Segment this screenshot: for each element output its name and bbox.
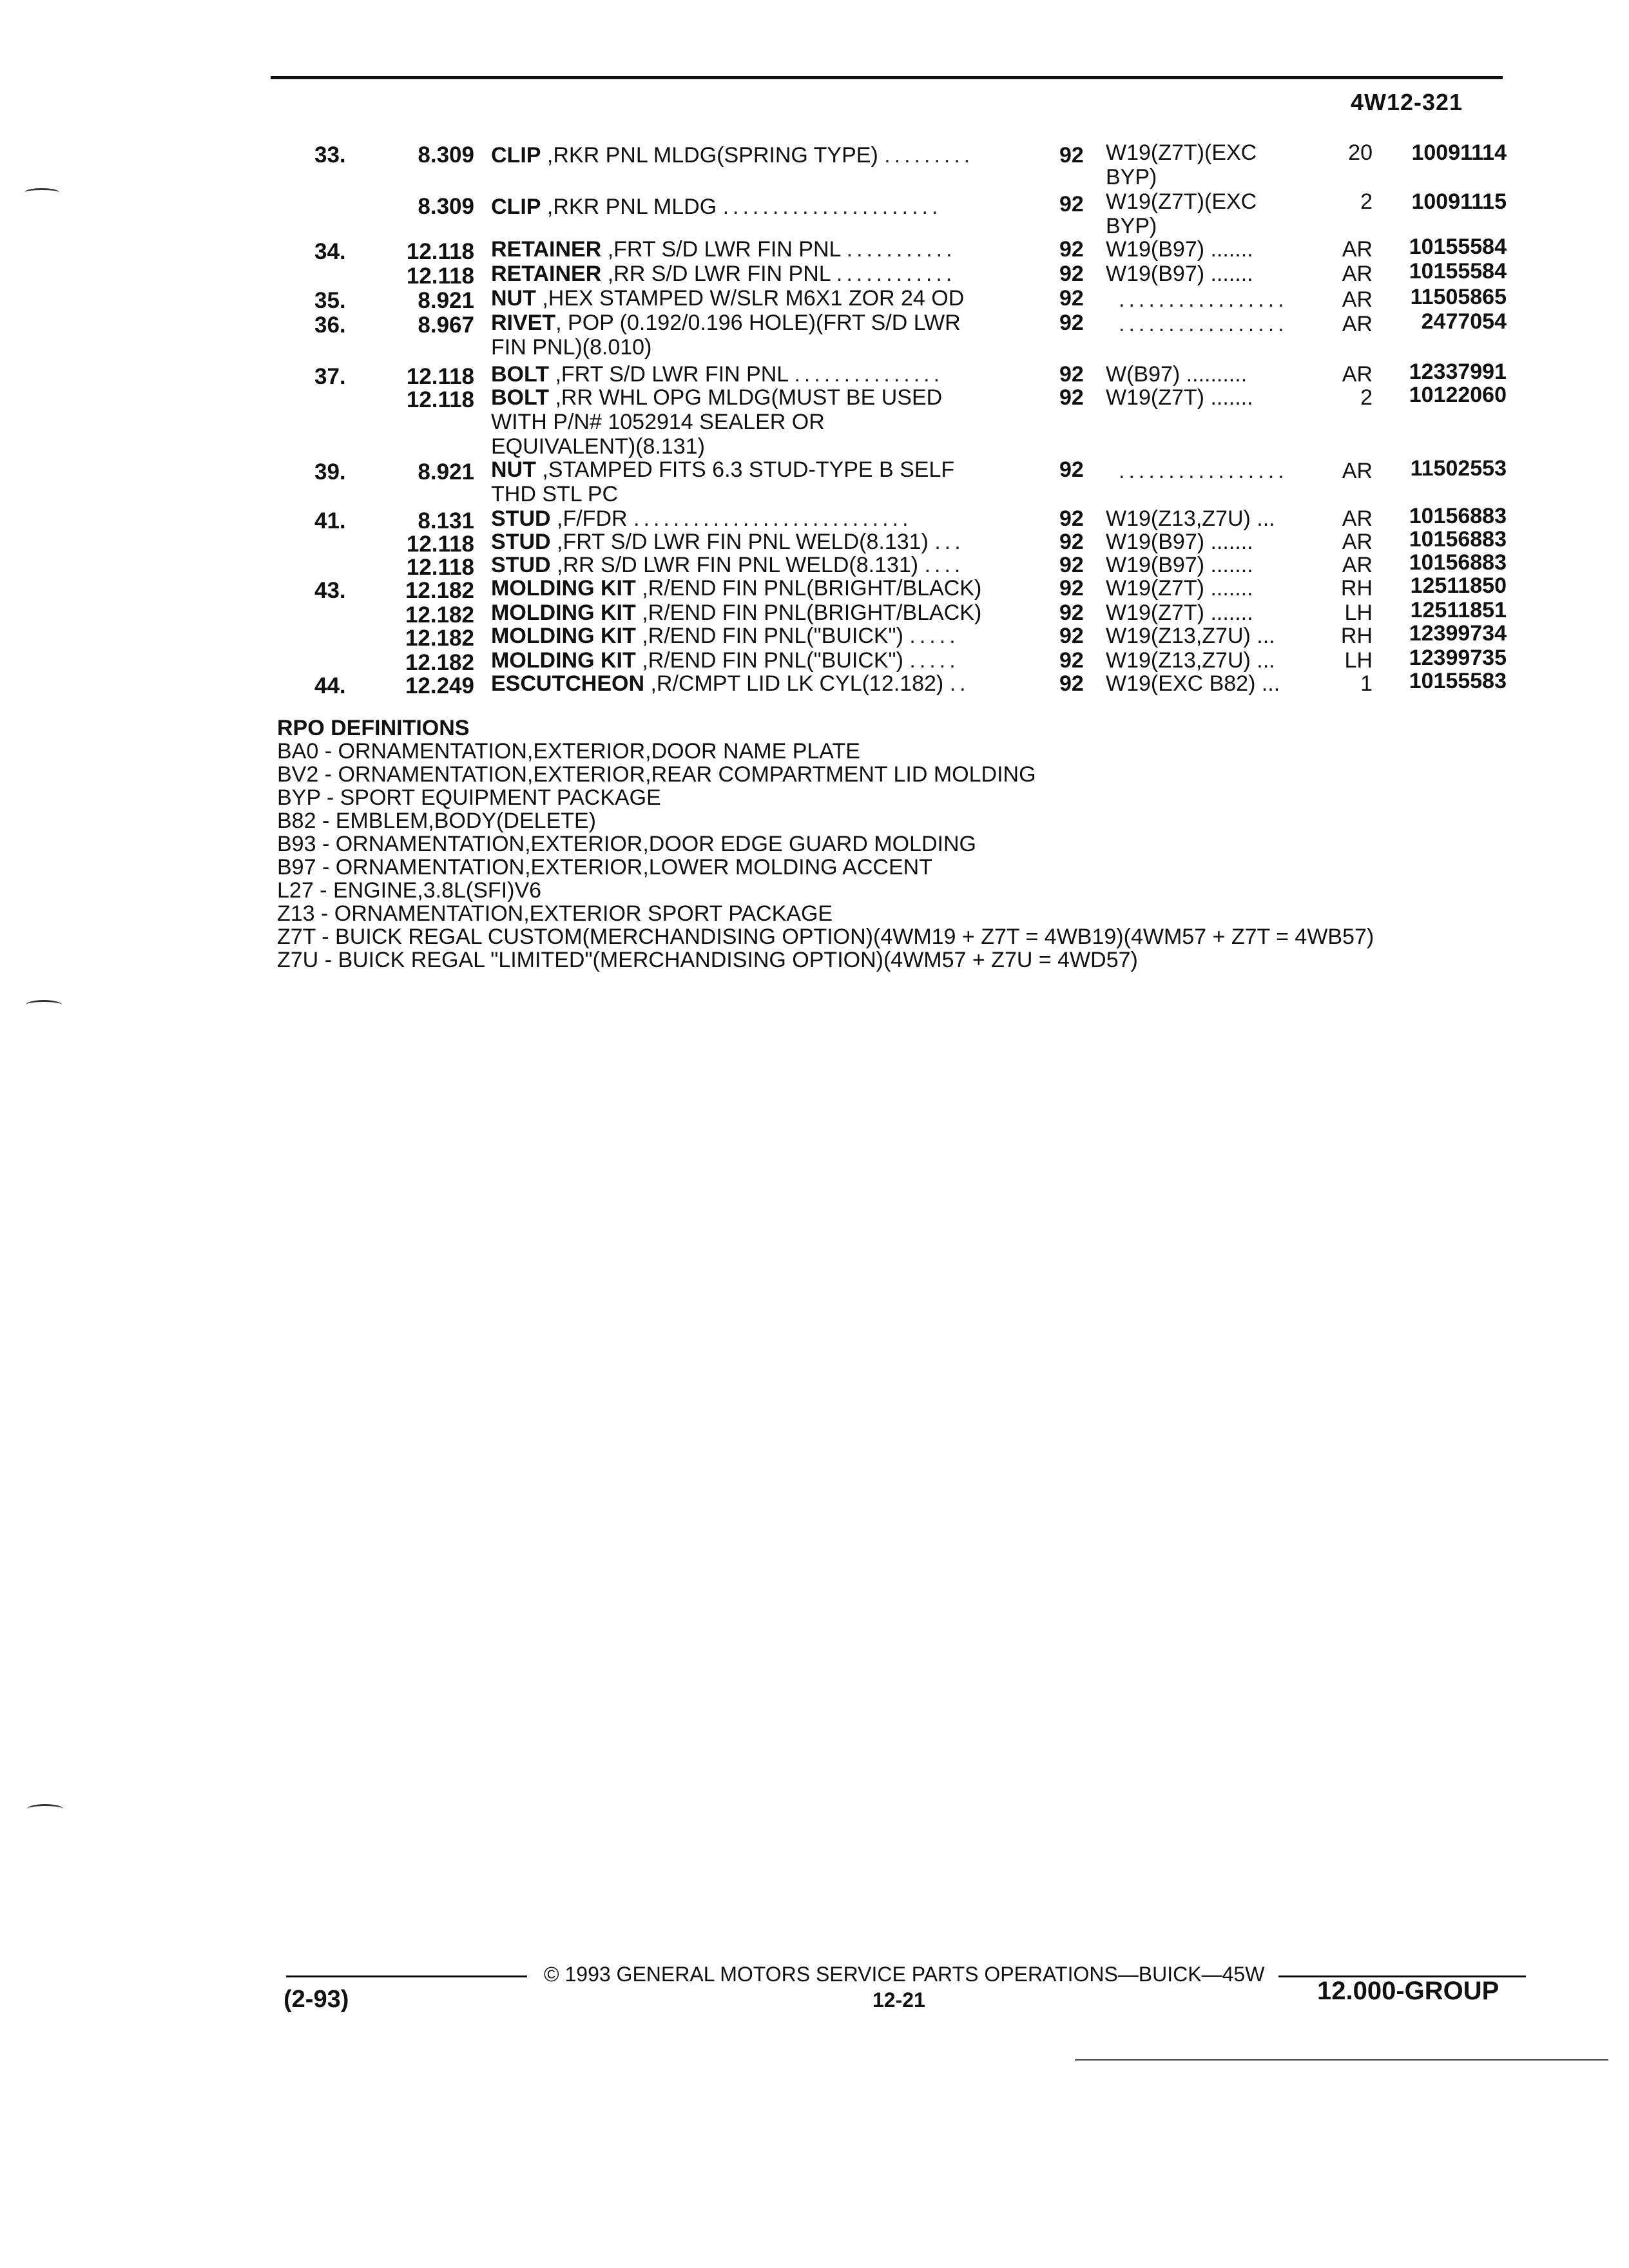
part-detail: ,STAMPED FITS 6.3 STUD-TYPE B SELF [542,457,955,482]
part-detail: ,FRT S/D LWR FIN PNL [555,362,788,387]
usage-line: W19(Z7T) ....... [1106,601,1253,625]
model-year: 92 [1059,671,1084,696]
part-name: STUD [491,506,551,531]
part-description [491,143,1007,168]
part-detail: ,HEX STAMPED W/SLR M6X1 ZOR 24 OD [542,286,965,311]
part-description [491,506,1007,531]
rpo-definition: Z13 - ORNAMENTATION,EXTERIOR SPORT PACKAGE [277,901,833,926]
item-number: 34. [314,239,346,264]
quantity: LH [1344,648,1373,673]
quantity: RH [1340,624,1373,648]
item-number: 37. [314,364,346,389]
model-year: 92 [1059,262,1084,286]
dot-leader: ............ [836,262,956,286]
rpo-definition: Z7T - BUICK REGAL CUSTOM(MERCHANDISING OPTION)(4WM19 + Z7T = 4WB19)(4WM57 + Z7T = 4WB57) [277,925,1374,949]
footer-group: 12.000-GROUP [1317,1977,1499,2005]
usage-code [1106,530,1325,554]
part-number: 12511851 [1410,598,1507,622]
part-name: RETAINER [491,237,602,262]
part-number: 10155584 [1409,259,1507,284]
quantity: RH [1340,576,1373,601]
quantity: AR [1342,459,1373,483]
part-name: BOLT [491,362,550,387]
group-number: 12.182 [405,626,474,651]
usage-code [1106,648,1325,673]
usage-code [1106,140,1325,189]
usage-code [1106,189,1325,238]
group-number: 8.309 [418,142,474,168]
model-year: 92 [1059,143,1084,168]
usage-code [1106,506,1325,531]
rpo-definition: Z7U - BUICK REGAL "LIMITED"(MERCHANDISING OPTION)(4WM57 + Z7U = 4WD57) [277,948,1138,972]
scan-mark [26,1000,62,1010]
part-description [491,195,1007,219]
footer-page-number: 12-21 [872,1988,925,2012]
usage-line: W19(B97) ....... [1106,530,1253,554]
usage-code [1106,262,1325,286]
part-detail: ,F/FDR [557,506,628,531]
group-number: 8.967 [418,312,474,338]
dot-leader: ............................ [633,506,912,531]
part-description [491,237,1007,262]
rpo-definitions [277,716,1501,972]
model-year: 92 [1059,648,1084,673]
part-name: MOLDING KIT [491,576,636,601]
usage-code [1106,237,1325,262]
dot-leader: ........... [846,237,956,262]
part-number: 10155583 [1409,669,1507,693]
part-detail: ,RR S/D LWR FIN PNL WELD(8.131) [557,553,919,577]
usage-line: BYP) [1106,165,1157,189]
item-number: 36. [314,312,346,338]
model-year: 92 [1059,553,1084,577]
model-year: 92 [1059,362,1084,387]
quantity: AR [1342,312,1373,336]
part-name: RETAINER [491,262,602,286]
rpo-definition: BA0 - ORNAMENTATION,EXTERIOR,DOOR NAME PLATE [277,739,860,764]
part-number: 10156883 [1409,504,1507,528]
usage-line: BYP) [1106,214,1157,238]
usage-code [1106,459,1325,483]
footer-date: (2-93) [284,1986,349,2013]
usage-line: ................. [1119,312,1288,336]
quantity: 2 [1360,189,1373,214]
part-detail: ,R/END FIN PNL("BUICK") [642,648,903,673]
usage-line: W19(B97) ....... [1106,553,1253,577]
part-description [491,530,1007,554]
part-number: 10156883 [1409,550,1507,575]
rpo-definition: B93 - ORNAMENTATION,EXTERIOR,DOOR EDGE GUARD MOLDING [277,832,976,856]
footer-copyright: © 1993 GENERAL MOTORS SERVICE PARTS OPERATIONS—BUICK—45W [544,1963,1265,1986]
usage-line: W(B97) .......... [1106,362,1248,387]
scan-mark [24,188,59,197]
model-year: 92 [1059,601,1084,625]
usage-code [1106,601,1325,625]
usage-line: W19(EXC B82) ... [1106,671,1280,696]
dot-leader: ... [934,530,965,554]
part-number: 12511850 [1410,573,1507,598]
rpo-definition: B97 - ORNAMENTATION,EXTERIOR,LOWER MOLDING ACCENT [277,855,932,879]
group-number: 8.921 [418,288,474,313]
dot-leader: ......... [884,143,974,168]
usage-code [1106,287,1325,312]
part-description [491,576,1007,601]
item-number: 44. [314,673,346,698]
group-number: 12.118 [406,364,474,389]
model-year: 92 [1059,385,1084,410]
part-number: 11502553 [1410,456,1507,481]
part-name: ESCUTCHEON [491,671,645,696]
part-name: RIVET [491,311,556,335]
part-number: 10155584 [1409,235,1507,259]
group-number: 8.921 [418,459,474,485]
model-year: 92 [1059,311,1084,335]
part-name: STUD [491,553,551,577]
part-description [491,385,1007,459]
part-detail: ,FRT S/D LWR FIN PNL [607,237,841,262]
usage-line: ................. [1119,287,1288,312]
group-number: 12.182 [405,578,474,603]
rpo-definition: BV2 - ORNAMENTATION,EXTERIOR,REAR COMPARTMENT LID MOLDING [277,762,1036,787]
model-year: 92 [1059,237,1084,262]
quantity: 1 [1360,671,1373,696]
usage-line: W19(Z7T) ....... [1106,576,1253,601]
usage-line: W19(B97) ....... [1106,237,1253,262]
usage-line: W19(Z13,Z7U) ... [1106,624,1275,648]
usage-line: W19(Z7T)(EXC [1106,189,1257,214]
item-number: 41. [314,508,346,533]
part-number: 12399735 [1409,646,1507,670]
model-year: 92 [1059,286,1084,311]
usage-code [1106,671,1325,696]
quantity: AR [1342,237,1373,262]
part-description [491,601,1007,625]
part-number: 12337991 [1409,360,1507,384]
part-detail-continued: FIN PNL)(8.010) [491,335,652,360]
usage-line: W19(Z13,Z7U) ... [1106,506,1275,531]
part-name: CLIP [491,143,541,168]
dot-leader: .. [949,671,970,696]
group-number: 8.131 [418,508,474,533]
group-number: 12.118 [406,264,474,289]
part-description [491,624,1007,648]
part-detail: ,RR S/D LWR FIN PNL [607,262,831,286]
part-description [491,311,1007,360]
part-number: 12399734 [1409,621,1507,646]
item-number: 35. [314,288,346,313]
model-year: 92 [1059,457,1084,482]
model-year: 92 [1059,530,1084,554]
parts-list [0,0,1629,709]
dot-leader: ..... [909,648,959,673]
group-number: 12.118 [406,387,474,412]
part-detail: ,R/END FIN PNL(BRIGHT/BLACK) [642,576,982,601]
part-description [491,648,1007,673]
usage-code [1106,576,1325,601]
part-name: NUT [491,457,536,482]
part-description [491,671,1007,696]
page-code: 4W12-321 [1351,89,1463,115]
part-description [491,362,1007,387]
group-number: 12.182 [405,650,474,675]
quantity: AR [1342,553,1373,577]
usage-code [1106,312,1325,336]
usage-line: W19(B97) ....... [1106,262,1253,286]
part-name: CLIP [491,195,541,219]
quantity: AR [1342,506,1373,531]
part-name: NUT [491,286,536,311]
part-number: 11505865 [1410,285,1507,309]
part-name: MOLDING KIT [491,648,636,673]
part-description [491,262,1007,286]
item-number: 33. [314,142,346,168]
dot-leader: ...................... [722,195,942,219]
part-number: 2477054 [1421,309,1507,334]
part-detail: ,RKR PNL MLDG(SPRING TYPE) [546,143,878,168]
model-year: 92 [1059,192,1084,216]
part-detail: , POP (0.192/0.196 HOLE)(FRT S/D LWR [555,311,961,335]
footer-rule-bottom [1075,2059,1608,2061]
quantity: AR [1342,362,1373,387]
usage-code [1106,553,1325,577]
model-year: 92 [1059,506,1084,531]
part-number: 10122060 [1409,383,1507,407]
usage-line: W19(Z7T) ....... [1106,385,1253,410]
footer-rule-left [286,1975,527,1977]
part-name: STUD [491,530,551,554]
usage-code [1106,624,1325,648]
rpo-definition: BYP - SPORT EQUIPMENT PACKAGE [277,785,661,810]
rpo-definition: L27 - ENGINE,3.8L(SFI)V6 [277,878,542,903]
scan-mark [27,1804,63,1814]
usage-line: W19(Z13,Z7U) ... [1106,648,1275,673]
rpo-definition: B82 - EMBLEM,BODY(DELETE) [277,809,597,833]
part-description [491,553,1007,577]
dot-leader: .... [924,553,965,577]
quantity: 2 [1360,385,1373,410]
part-detail-continued: EQUIVALENT)(8.131) [491,434,705,459]
part-number: 10156883 [1409,527,1507,552]
part-description [491,286,1007,311]
part-detail: ,FRT S/D LWR FIN PNL WELD(8.131) [557,530,929,554]
rpo-title: RPO DEFINITIONS [277,716,470,740]
part-detail: ,R/END FIN PNL("BUICK") [642,624,903,648]
model-year: 92 [1059,576,1084,601]
usage-line: ................. [1119,459,1288,483]
group-number: 12.118 [406,239,474,264]
group-number: 12.118 [406,555,474,580]
group-number: 12.249 [405,673,474,698]
group-number: 12.182 [405,602,474,628]
part-detail-continued: THD STL PC [491,482,619,506]
part-name: MOLDING KIT [491,601,636,625]
quantity: 20 [1348,140,1373,165]
group-number: 12.118 [406,532,474,557]
part-detail: ,RR WHL OPG MLDG(MUST BE USED [555,385,943,410]
dot-leader: ............... [794,362,944,387]
part-detail: ,R/CMPT LID LK CYL(12.182) [650,671,944,696]
quantity: LH [1344,601,1373,625]
part-detail: ,R/END FIN PNL(BRIGHT/BLACK) [642,601,982,625]
part-name: BOLT [491,385,550,410]
item-number: 43. [314,578,346,603]
usage-line: W19(Z7T)(EXC [1106,140,1257,165]
quantity: AR [1342,287,1373,312]
quantity: AR [1342,262,1373,286]
model-year: 92 [1059,624,1084,648]
usage-code [1106,385,1325,410]
group-number: 8.309 [418,194,474,219]
part-detail-continued: WITH P/N# 1052914 SEALER OR [491,410,825,434]
part-detail: ,RKR PNL MLDG [546,195,717,219]
part-name: MOLDING KIT [491,624,636,648]
quantity: AR [1342,530,1373,554]
part-number: 10091114 [1411,140,1507,165]
item-number: 39. [314,459,346,485]
usage-code [1106,362,1325,387]
part-description [491,457,1007,506]
part-number: 10091115 [1411,189,1507,214]
dot-leader: ..... [909,624,959,648]
